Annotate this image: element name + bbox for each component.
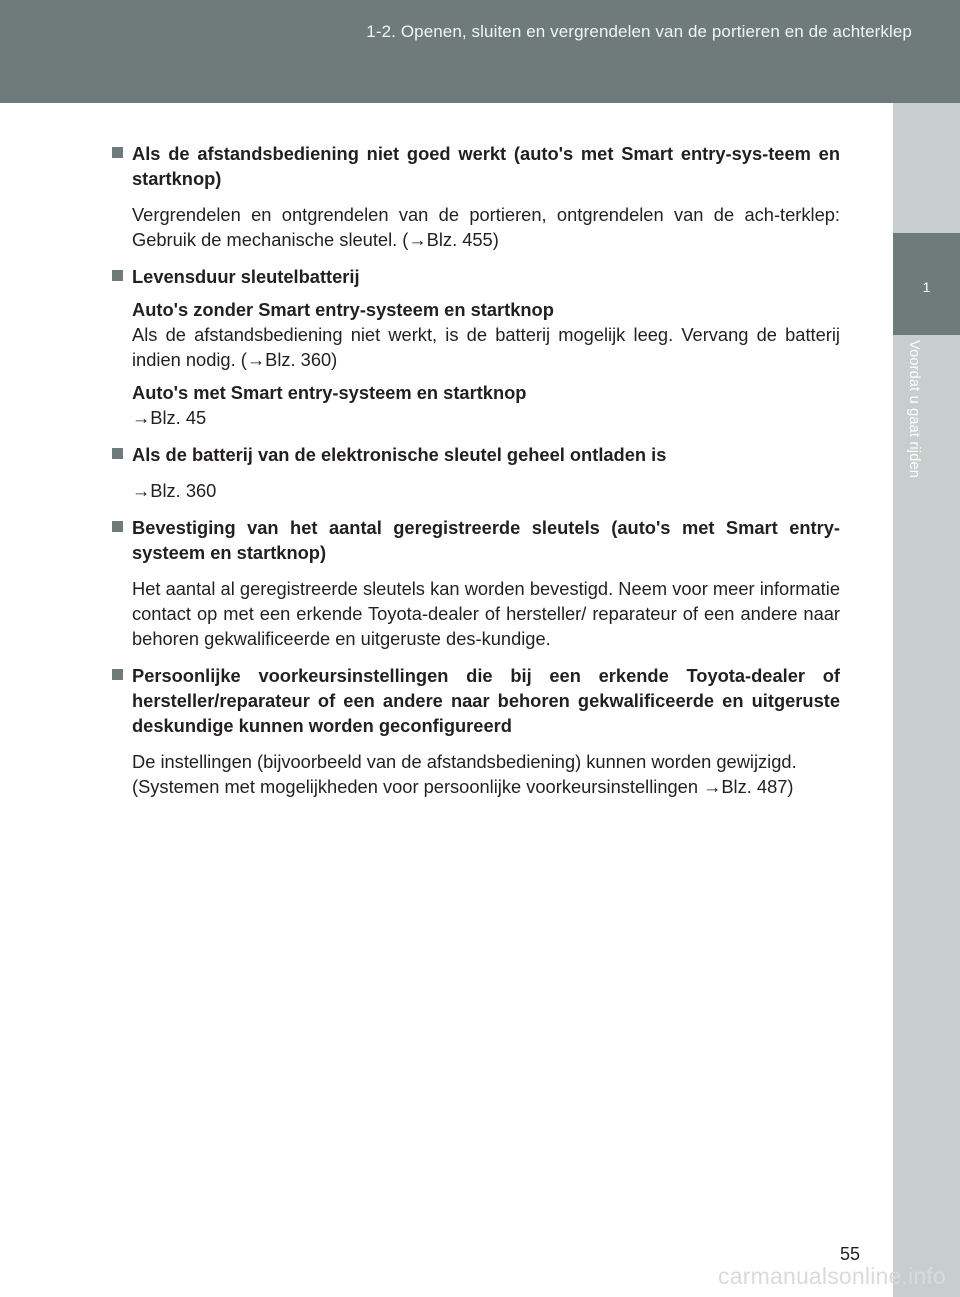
subheading: Auto's zonder Smart entry-systeem en startknop	[132, 299, 554, 320]
section-heading: Persoonlijke voorkeursinstellingen die bij een erkende Toyota-dealer of hersteller/reparateur of een andere naar behoren gekwalificeerde en uitgeruste deskundige kunnen worden geconfigureerd	[112, 663, 840, 738]
square-bullet-icon	[112, 521, 123, 532]
paragraph: Vergrendelen en ontgrendelen van de portieren, ontgrendelen van de ach-terklep: Gebruik de mechanische sleutel. (→Blz. 455)	[132, 204, 840, 250]
paragraph: Het aantal al geregistreerde sleutels kan worden bevestigd. Neem voor meer informatie contact op met een erkende Toyota-dealer of hersteller/ reparateur of een andere naar behoren gekwalificeerde en uitgeruste des-kundige.	[132, 578, 840, 649]
section-battery-life	[112, 264, 840, 430]
section-heading: Als de afstandsbediening niet goed werkt (auto's met Smart entry-sys-teem en startknop)	[112, 141, 840, 191]
section-registered-keys	[112, 515, 840, 651]
header-bar	[0, 0, 960, 103]
chapter-label: Voordat u gaat rijden	[906, 340, 922, 479]
paragraph: →Blz. 360	[132, 480, 217, 501]
chapter-title: 1-2. Openen, sluiten en vergrendelen van de portieren en de achterklep	[366, 22, 912, 41]
section-remote-malfunction	[112, 141, 840, 252]
subheading: Auto's met Smart entry-systeem en startknop	[132, 382, 527, 403]
page-number: 55	[839, 1244, 860, 1264]
paragraph: De instellingen (bijvoorbeeld van de afstandsbediening) kunnen worden gewijzigd.	[132, 751, 797, 772]
square-bullet-icon	[112, 147, 123, 158]
side-tab-top	[893, 103, 960, 233]
square-bullet-icon	[112, 448, 123, 459]
section-heading: Als de batterij van de elektronische sleutel geheel ontladen is	[112, 442, 840, 467]
watermark: carmanualsonline.info	[718, 1263, 946, 1289]
page-content	[112, 141, 840, 811]
paragraph: →Blz. 45	[132, 407, 207, 428]
side-tab-number-box	[893, 233, 960, 335]
chapter-number: 1	[922, 279, 931, 295]
section-heading: Bevestiging van het aantal geregistreerde sleutels (auto's met Smart entry-systeem en startknop)	[112, 515, 840, 565]
square-bullet-icon	[112, 270, 123, 281]
section-personal-settings	[112, 663, 840, 799]
square-bullet-icon	[112, 669, 123, 680]
section-heading: Levensduur sleutelbatterij	[112, 264, 840, 289]
paragraph: (Systemen met mogelijkheden voor persoonlijke voorkeursinstellingen →Blz. 487)	[132, 776, 794, 797]
section-battery-empty	[112, 442, 840, 503]
paragraph: Als de afstandsbediening niet werkt, is de batterij mogelijk leeg. Vervang de batterij indien nodig. (→Blz. 360)	[132, 324, 840, 370]
